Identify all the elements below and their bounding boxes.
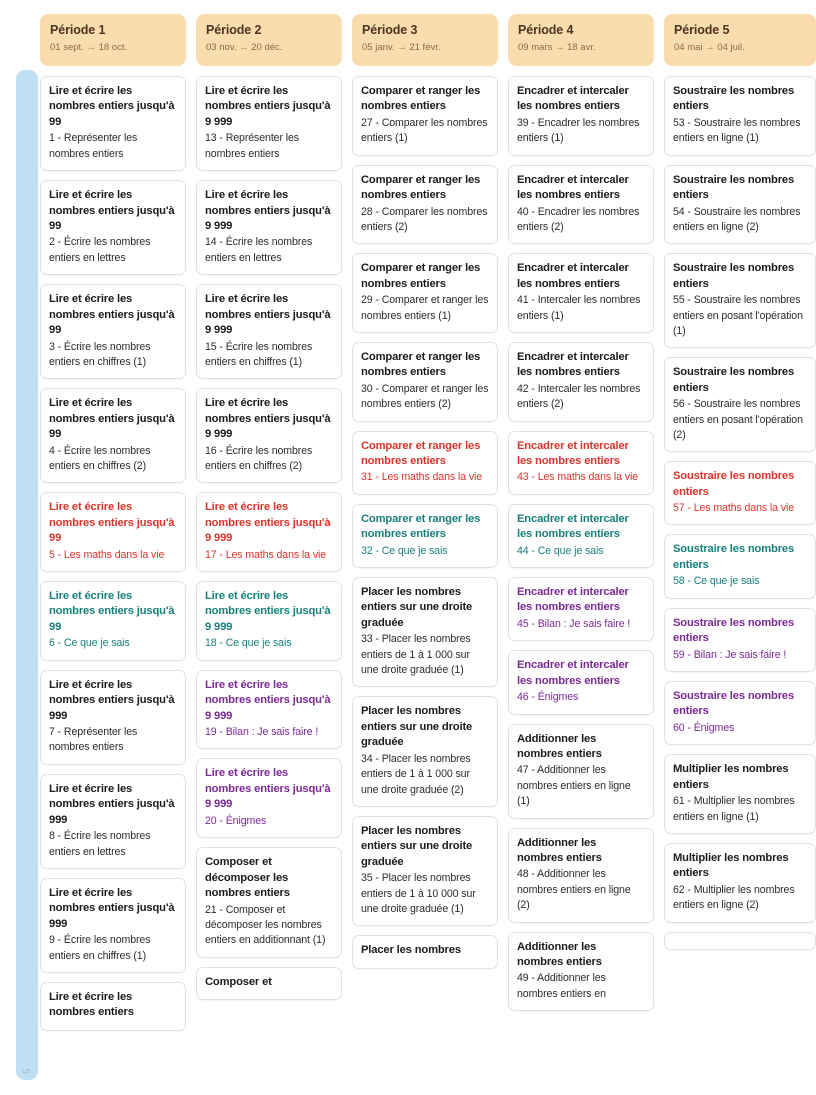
lesson-card[interactable] xyxy=(40,284,186,379)
lesson-card[interactable] xyxy=(508,165,654,245)
lesson-card-subtitle: 56 - Soustraire les nombres entiers en posant l'opération (2) xyxy=(673,398,803,441)
lesson-card-subtitle: 17 - Les maths dans la vie xyxy=(205,548,327,561)
lesson-card[interactable] xyxy=(196,847,342,957)
lesson-card[interactable] xyxy=(664,754,816,834)
year-level-rail xyxy=(16,70,38,1080)
lesson-card[interactable] xyxy=(508,342,654,422)
lesson-card-title: Lire et écrire les nombres entiers jusqu'à 9 999 xyxy=(205,397,331,441)
lesson-card-title: Placer les nombres entiers sur une droite graduée xyxy=(361,586,473,629)
lesson-card-subtitle: 53 - Soustraire les nombres entiers en ligne (1) xyxy=(673,116,801,145)
lesson-card-title: Additionner les nombres entiers xyxy=(517,940,602,968)
lesson-card-subtitle: 58 - Ce que je sais xyxy=(673,575,760,588)
lesson-card-subtitle: 9 - Écrire les nombres entiers en chiffres (1) xyxy=(49,934,151,962)
lesson-card[interactable] xyxy=(352,816,498,926)
lesson-card[interactable] xyxy=(40,774,186,869)
lesson-card[interactable] xyxy=(664,843,816,923)
period-title: Période 2 xyxy=(206,23,262,37)
lesson-card-title: Soustraire les nombres entiers xyxy=(673,173,795,202)
lesson-card[interactable] xyxy=(196,388,342,483)
lesson-card[interactable] xyxy=(508,504,654,568)
period-title: Période 5 xyxy=(674,23,730,37)
lesson-card-subtitle: 5 - Les maths dans la vie xyxy=(49,548,165,561)
lesson-card-title: Lire et écrire les nombres entiers jusqu'à 99 xyxy=(49,293,175,337)
lesson-card[interactable] xyxy=(664,76,816,156)
lesson-card-subtitle: 7 - Représenter les nombres entiers xyxy=(49,726,138,754)
lesson-card-subtitle: 29 - Comparer et ranger les nombres entiers (1) xyxy=(361,294,489,322)
period-header[interactable] xyxy=(508,14,654,66)
lesson-card-subtitle: 15 - Écrire les nombres entiers en chiffres (1) xyxy=(205,340,313,368)
lesson-card-subtitle: 44 - Ce que je sais xyxy=(517,544,604,557)
lesson-card[interactable] xyxy=(664,461,816,525)
lesson-card-subtitle: 33 - Placer les nombres entiers de 1 à 1 000 sur une droite graduée (1) xyxy=(361,633,471,677)
lesson-card-subtitle: 18 - Ce que je sais xyxy=(205,637,292,650)
lesson-card[interactable] xyxy=(664,253,816,348)
lesson-card-title: Lire et écrire les nombres entiers jusqu'à 999 xyxy=(49,782,175,826)
lesson-card-title: Soustraire les nombres entiers xyxy=(673,470,795,498)
lesson-card-title: Soustraire les nombres entiers xyxy=(673,262,795,290)
lesson-card-subtitle: 59 - Bilan : Je sais faire ! xyxy=(673,648,787,661)
lesson-card-title: Lire et écrire les nombres entiers jusqu'à 9 999 xyxy=(205,189,331,232)
lesson-card-title: Lire et écrire les nombres entiers jusqu'à 9 999 xyxy=(205,590,331,633)
lesson-card-subtitle: 46 - Énigmes xyxy=(517,691,579,704)
lesson-card-title: Lire et écrire les nombres entiers jusqu'à 999 xyxy=(49,678,175,722)
lesson-card[interactable] xyxy=(508,76,654,156)
lesson-card-title: Placer les nombres entiers sur une droite graduée xyxy=(361,705,473,749)
lesson-card[interactable] xyxy=(40,581,186,661)
lesson-card-title: Encadrer et intercaler les nombres entiers xyxy=(517,586,629,614)
lesson-card-subtitle: 35 - Placer les nombres entiers de 1 à 10 000 sur une droite graduée (1) xyxy=(361,872,476,915)
lesson-card[interactable] xyxy=(508,828,654,923)
period-header[interactable] xyxy=(352,14,498,66)
lesson-card[interactable] xyxy=(40,492,186,572)
lesson-card-subtitle: 42 - Intercaler les nombres entiers (2) xyxy=(517,382,641,411)
period-columns-board xyxy=(40,0,803,1067)
period-header[interactable] xyxy=(40,14,186,66)
lesson-card[interactable] xyxy=(508,650,654,714)
lesson-card[interactable] xyxy=(352,431,498,495)
lesson-card-list xyxy=(352,76,498,969)
lesson-card[interactable] xyxy=(664,357,816,452)
lesson-card[interactable] xyxy=(196,180,342,275)
lesson-card-subtitle: 48 - Additionner les nombres entiers en ligne (2) xyxy=(517,868,631,912)
lesson-card-subtitle: 8 - Écrire les nombres entiers en lettres xyxy=(49,830,151,858)
lesson-card[interactable] xyxy=(352,935,498,968)
lesson-card-subtitle: 4 - Écrire les nombres entiers en chiffres (2) xyxy=(49,444,151,472)
lesson-card-title: Lire et écrire les nombres entiers xyxy=(49,990,134,1019)
lesson-card[interactable] xyxy=(40,982,186,1031)
lesson-card-title: Lire et écrire les nombres entiers jusqu'à 9 999 xyxy=(205,293,331,337)
lesson-card-title: Additionner les nombres entiers xyxy=(517,732,602,761)
lesson-card-subtitle: 39 - Encadrer les nombres entiers (1) xyxy=(517,116,640,145)
period-column xyxy=(508,0,654,1011)
lesson-card-title: Lire et écrire les nombres entiers jusqu'à 9 999 xyxy=(205,767,331,811)
lesson-card-subtitle: 32 - Ce que je sais xyxy=(361,544,448,557)
lesson-card-subtitle: 19 - Bilan : Je sais faire ! xyxy=(205,726,319,739)
lesson-card-title: Lire et écrire les nombres entiers jusqu'à 99 xyxy=(49,590,175,633)
lesson-card[interactable] xyxy=(40,670,186,765)
period-title: Période 1 xyxy=(50,23,106,37)
lesson-card[interactable] xyxy=(196,670,342,750)
lesson-card-title: Encadrer et intercaler les nombres entiers xyxy=(517,439,629,467)
lesson-card-title: Encadrer et intercaler les nombres entiers xyxy=(517,659,629,687)
lesson-card[interactable] xyxy=(40,76,186,171)
lesson-card-subtitle: 62 - Multiplier les nombres entiers en ligne (2) xyxy=(673,883,795,912)
lesson-card[interactable] xyxy=(664,681,816,745)
lesson-card-list xyxy=(196,76,342,1000)
lesson-card-title: Composer et décomposer les nombres entiers xyxy=(205,856,290,900)
lesson-card[interactable] xyxy=(40,180,186,275)
lesson-card-title: Lire et écrire les nombres entiers jusqu'à 99 xyxy=(49,501,175,545)
lesson-card-title: Lire et écrire les nombres entiers jusqu'à 9 999 xyxy=(205,501,331,545)
lesson-card-title: Additionner les nombres entiers xyxy=(517,836,602,864)
lesson-card[interactable] xyxy=(40,878,186,973)
lesson-card[interactable] xyxy=(508,253,654,333)
lesson-card[interactable] xyxy=(352,696,498,806)
lesson-card-subtitle: 2 - Écrire les nombres entiers en lettres xyxy=(49,236,151,264)
lesson-card-title: Lire et écrire les nombres entiers jusqu'à 999 xyxy=(49,886,175,930)
lesson-card[interactable] xyxy=(352,577,498,687)
lesson-card-title: Lire et écrire les nombres entiers jusqu'à 9 999 xyxy=(205,678,331,722)
lesson-card-title: Lire et écrire les nombres entiers jusqu'à 99 xyxy=(49,397,175,441)
lesson-card-subtitle: 43 - Les maths dans la vie xyxy=(517,471,639,484)
lesson-card[interactable] xyxy=(664,608,816,672)
lesson-card-title: Encadrer et intercaler les nombres entiers xyxy=(517,85,629,113)
lesson-card-subtitle: 21 - Composer et décomposer les nombres entiers en additionnant (1) xyxy=(205,903,326,947)
period-column xyxy=(352,0,498,969)
lesson-card[interactable] xyxy=(352,504,498,568)
lesson-card-subtitle: 49 - Additionner les nombres entiers en xyxy=(517,972,606,1000)
lesson-card[interactable] xyxy=(508,724,654,819)
lesson-card[interactable] xyxy=(508,932,654,1012)
lesson-card-title: Comparer et ranger les nombres entiers xyxy=(361,262,481,290)
lesson-card-title: Comparer et ranger les nombres entiers xyxy=(361,173,481,202)
lesson-card-subtitle: 1 - Représenter les nombres entiers xyxy=(49,132,138,160)
lesson-card-title: Comparer et ranger les nombres entiers xyxy=(361,439,481,467)
lesson-card-list xyxy=(40,76,186,1031)
lesson-card-list xyxy=(508,76,654,1011)
lesson-card-subtitle: 13 - Représenter les nombres entiers xyxy=(205,132,299,160)
lesson-card[interactable] xyxy=(352,165,498,245)
lesson-card-subtitle: 34 - Placer les nombres entiers de 1 à 1 000 sur une droite graduée (2) xyxy=(361,752,471,796)
lesson-card[interactable] xyxy=(196,967,342,1000)
lesson-card-title: Lire et écrire les nombres entiers jusqu'à 99 xyxy=(49,85,175,128)
lesson-card[interactable] xyxy=(196,758,342,838)
lesson-card-title: Encadrer et intercaler les nombres entiers xyxy=(517,262,629,290)
lesson-card[interactable] xyxy=(664,165,816,245)
lesson-card[interactable] xyxy=(664,534,816,598)
lesson-card[interactable] xyxy=(664,932,816,950)
lesson-card-subtitle: 41 - Intercaler les nombres entiers (1) xyxy=(517,294,641,322)
lesson-card-title: Multiplier les nombres entiers xyxy=(673,763,789,791)
lesson-card-subtitle: 3 - Écrire les nombres entiers en chiffres (1) xyxy=(49,340,151,368)
period-dates: 09 mars → 18 avr. xyxy=(518,42,596,53)
lesson-card-subtitle: 28 - Comparer les nombres entiers (2) xyxy=(361,205,488,233)
period-column xyxy=(196,0,342,1000)
lesson-card-subtitle: 14 - Écrire les nombres entiers en lettres xyxy=(205,236,313,264)
period-dates: 03 nov. → 20 déc. xyxy=(206,42,283,53)
lesson-card-title: Soustraire les nombres entiers xyxy=(673,690,795,718)
period-header[interactable] xyxy=(196,14,342,66)
lesson-card[interactable] xyxy=(40,388,186,483)
lesson-card-title: Composer et xyxy=(205,975,272,988)
lesson-card[interactable] xyxy=(196,76,342,171)
lesson-card-title: Soustraire les nombres entiers xyxy=(673,366,795,394)
lesson-card-subtitle: 16 - Écrire les nombres entiers en chiffres (2) xyxy=(205,444,313,472)
lesson-card-title: Encadrer et intercaler les nombres entiers xyxy=(517,512,629,541)
lesson-card-title: Encadrer et intercaler les nombres entiers xyxy=(517,173,629,202)
lesson-card[interactable] xyxy=(508,577,654,641)
lesson-card-subtitle: 61 - Multiplier les nombres entiers en ligne (1) xyxy=(673,795,795,823)
period-dates: 04 mai → 04 juil. xyxy=(674,42,745,53)
year-level-label: 5 xyxy=(22,1068,32,1074)
lesson-card[interactable] xyxy=(196,581,342,661)
lesson-card-title: Comparer et ranger les nombres entiers xyxy=(361,350,481,379)
lesson-card-subtitle: 55 - Soustraire les nombres entiers en posant l'opération (1) xyxy=(673,294,803,337)
lesson-card-title: Comparer et ranger les nombres entiers xyxy=(361,85,481,113)
lesson-card-subtitle: 57 - Les maths dans la vie xyxy=(673,502,795,515)
lesson-card[interactable] xyxy=(352,342,498,422)
lesson-card-subtitle: 40 - Encadrer les nombres entiers (2) xyxy=(517,205,640,233)
lesson-card-subtitle: 54 - Soustraire les nombres entiers en ligne (2) xyxy=(673,205,801,233)
lesson-card-subtitle: 6 - Ce que je sais xyxy=(49,637,130,650)
period-header[interactable] xyxy=(664,14,816,66)
lesson-card-subtitle: 31 - Les maths dans la vie xyxy=(361,471,483,484)
lesson-card-subtitle: 30 - Comparer et ranger les nombres entiers (2) xyxy=(361,382,489,411)
lesson-card-title: Lire et écrire les nombres entiers jusqu'à 99 xyxy=(49,189,175,232)
period-column xyxy=(40,0,186,1031)
lesson-card[interactable] xyxy=(196,284,342,379)
lesson-card-title: Soustraire les nombres entiers xyxy=(673,543,795,571)
lesson-card-subtitle: 60 - Énigmes xyxy=(673,721,735,734)
lesson-card-subtitle: 27 - Comparer les nombres entiers (1) xyxy=(361,116,488,145)
period-title: Période 4 xyxy=(518,23,574,37)
lesson-card-title: Placer les nombres entiers sur une droite graduée xyxy=(361,824,473,868)
period-dates: 01 sept. → 18 oct. xyxy=(50,42,128,53)
lesson-card[interactable] xyxy=(352,253,498,333)
lesson-card-title: Soustraire les nombres entiers xyxy=(673,85,795,113)
lesson-card[interactable] xyxy=(508,431,654,495)
lesson-card-title: Lire et écrire les nombres entiers jusqu'à 9 999 xyxy=(205,85,331,128)
lesson-card-title: Soustraire les nombres entiers xyxy=(673,616,795,645)
lesson-card-list xyxy=(664,76,816,950)
lesson-card-title: Comparer et ranger les nombres entiers xyxy=(361,512,481,541)
period-dates: 05 janv. → 21 févr. xyxy=(362,42,441,53)
period-title: Période 3 xyxy=(362,23,418,37)
lesson-card-subtitle: 45 - Bilan : Je sais faire ! xyxy=(517,617,631,630)
period-column xyxy=(664,0,816,950)
lesson-card[interactable] xyxy=(196,492,342,572)
lesson-card-subtitle: 20 - Énigmes xyxy=(205,814,267,827)
lesson-card-title: Encadrer et intercaler les nombres entiers xyxy=(517,350,629,379)
lesson-card-subtitle: 47 - Additionner les nombres entiers en ligne (1) xyxy=(517,764,631,808)
lesson-card-title: Multiplier les nombres entiers xyxy=(673,851,789,880)
lesson-card[interactable] xyxy=(352,76,498,156)
lesson-card-title: Placer les nombres xyxy=(361,944,461,957)
